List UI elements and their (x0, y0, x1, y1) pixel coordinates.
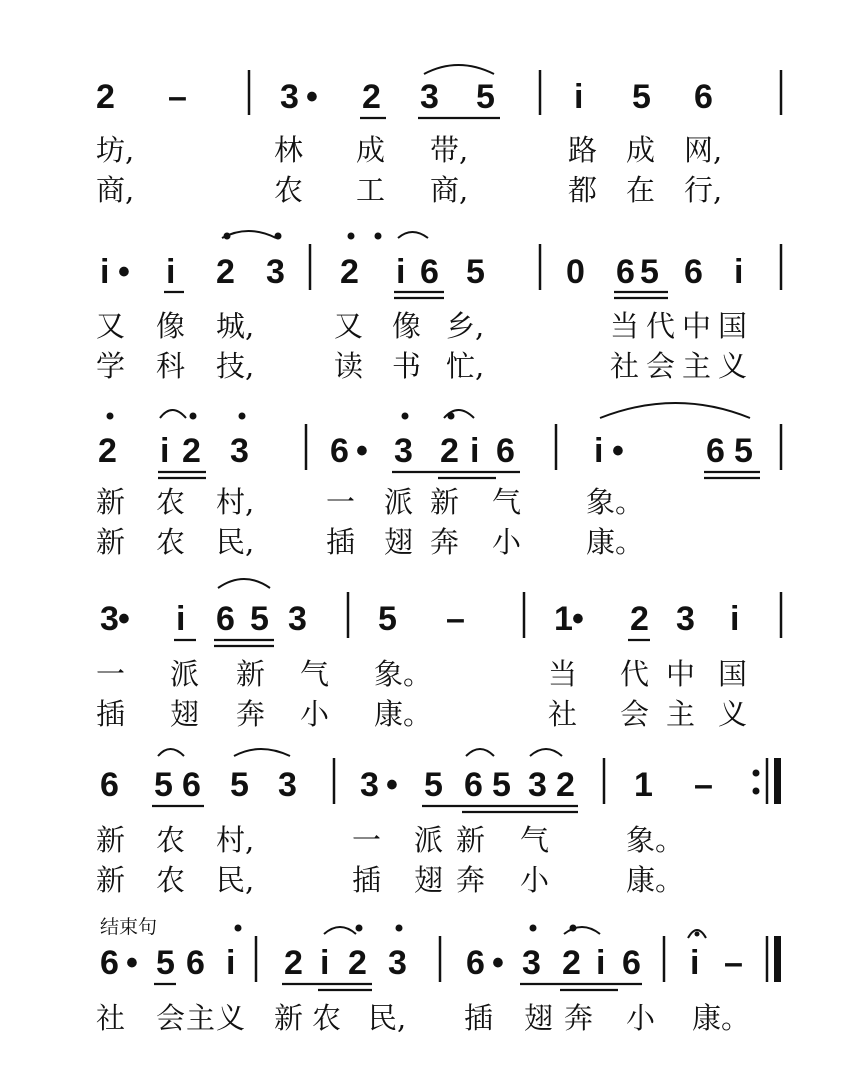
note: 5 (378, 600, 397, 638)
lyric: 新 (274, 1001, 304, 1035)
lyric: 会 (646, 349, 676, 383)
lyric: 路 (568, 133, 598, 167)
lyric: 新 (456, 823, 486, 857)
note: 2 (182, 432, 201, 470)
note: 6 (706, 432, 725, 470)
note: 6 (182, 766, 201, 804)
final-barline (767, 936, 781, 982)
octave-dot (107, 413, 114, 420)
lyric: 又 (334, 309, 364, 343)
lyric: 一 (326, 485, 356, 519)
lyric: 一 (352, 823, 382, 857)
lyric: 城, (216, 309, 255, 343)
lyric: 插 (326, 525, 356, 559)
note: i (100, 253, 110, 291)
lyric: 翅 (414, 863, 444, 897)
repeat-barline (753, 758, 782, 804)
note: 5 (632, 78, 651, 116)
note: 6 (330, 432, 349, 470)
dot: • (118, 253, 130, 291)
lyric: 小 (300, 697, 330, 731)
thick-barline (774, 936, 781, 982)
note: 6 (464, 766, 483, 804)
lyric: 会 (156, 1001, 186, 1035)
lyric: 成 (356, 133, 386, 167)
lyric: 派 (170, 657, 200, 691)
lyric: 学 (96, 349, 126, 383)
lyric: 乡, (446, 309, 485, 343)
note: 2 (340, 253, 359, 291)
lyric: 工 (356, 173, 386, 207)
note: 2 (440, 432, 459, 470)
lyric: 翅 (524, 1001, 554, 1035)
lyric: 义 (718, 349, 748, 383)
lyric: 插 (464, 1001, 494, 1035)
lyric: 都 (568, 173, 598, 207)
slur (466, 749, 494, 756)
lyric: 像 (156, 309, 186, 343)
lyric: 插 (352, 863, 382, 897)
note: 5 (156, 944, 175, 982)
slur (158, 749, 184, 756)
note: 1 (634, 766, 653, 804)
lyric: 像 (392, 309, 422, 343)
note: 3 (394, 432, 413, 470)
lyric: 派 (384, 485, 414, 519)
lyric: 带, (430, 133, 469, 167)
note: 6 (466, 944, 485, 982)
note: 6 (684, 253, 703, 291)
lyric: 农 (156, 525, 186, 559)
octave-dot (239, 413, 246, 420)
lyric: 当 (610, 309, 640, 343)
note: 2 (96, 78, 115, 116)
note: i (594, 432, 604, 470)
note: 3 (528, 766, 547, 804)
note: 3 (100, 600, 119, 638)
lyric: 书 (392, 349, 422, 383)
note: i (160, 432, 170, 470)
lyric: 主 (186, 1001, 216, 1035)
lyric: 当 (548, 657, 578, 691)
note: i (574, 78, 584, 116)
slur (564, 927, 600, 934)
note: 5 (476, 78, 495, 116)
lyric: 代 (620, 657, 650, 691)
note: 2 (630, 600, 649, 638)
lyric: 康。 (586, 525, 645, 559)
lyric: 奔 (430, 525, 460, 559)
note: 3 (360, 766, 379, 804)
lyric: 象。 (586, 485, 645, 519)
octave-dot (375, 233, 382, 240)
lyric: 会 (620, 697, 650, 731)
dot: • (492, 944, 504, 982)
octave-dot (402, 413, 409, 420)
lyric: 象。 (374, 657, 433, 691)
lyric: 康。 (626, 863, 685, 897)
note: i (470, 432, 480, 470)
note-dash: – (446, 600, 465, 638)
lyric: 民, (216, 525, 255, 559)
note: i (734, 253, 744, 291)
note: 3 (420, 78, 439, 116)
lyric: 气 (520, 823, 550, 857)
lyric: 农 (312, 1001, 342, 1035)
lyric: 奔 (456, 863, 486, 897)
lyric: 一 (96, 657, 126, 691)
lyric: 新 (96, 823, 126, 857)
note: 3 (388, 944, 407, 982)
dot: • (126, 944, 138, 982)
note: 0 (566, 253, 585, 291)
lyric: 村, (216, 485, 255, 519)
slur (324, 927, 356, 934)
lyric: 在 (626, 173, 656, 207)
slur (398, 232, 428, 238)
slur (530, 749, 562, 756)
slurs (158, 65, 750, 934)
lyric: 新 (96, 525, 126, 559)
lyric: 社 (548, 697, 578, 731)
lyric: 国 (718, 309, 748, 343)
note: 5 (734, 432, 753, 470)
repeat-dot (753, 770, 760, 777)
note-dash: – (168, 78, 187, 116)
lyric: 象。 (626, 823, 685, 857)
lyric: 翅 (170, 697, 200, 731)
lyric: 社 (96, 1001, 126, 1035)
note-dash: – (694, 766, 713, 804)
note: 2 (362, 78, 381, 116)
note: 3 (280, 78, 299, 116)
repeat-dot (753, 788, 760, 795)
lyric: 网, (684, 133, 723, 167)
lyric: 代 (646, 309, 676, 343)
thick-barline (774, 758, 781, 804)
note: 5 (230, 766, 249, 804)
lyric: 义 (216, 1001, 246, 1035)
note: 2 (98, 432, 117, 470)
lyric: 读 (334, 349, 364, 383)
lyric: 新 (96, 485, 126, 519)
lyric: 派 (414, 823, 444, 857)
lyric: 小 (492, 525, 522, 559)
note: 2 (562, 944, 581, 982)
lyric: 中 (682, 309, 712, 343)
lyric: 翅 (384, 525, 414, 559)
lyric: 康。 (692, 1001, 751, 1035)
note: i (596, 944, 606, 982)
lyric: 国 (718, 657, 748, 691)
octave-dot (190, 413, 197, 420)
note: 3 (676, 600, 695, 638)
dot: • (356, 432, 368, 470)
note: i (320, 944, 330, 982)
dot: • (118, 600, 130, 638)
lyric: 新 (430, 485, 460, 519)
lyric: 坊, (96, 133, 135, 167)
lyric: 康。 (374, 697, 433, 731)
note: 1 (554, 600, 573, 638)
lyric: 技, (216, 349, 255, 383)
lyric: 气 (492, 485, 522, 519)
note: i (166, 253, 176, 291)
note-dash: – (724, 944, 743, 982)
dot: • (572, 600, 584, 638)
fermata-dot (695, 932, 700, 937)
lyric: 气 (300, 657, 330, 691)
note: 2 (348, 944, 367, 982)
lyric: 商, (96, 173, 135, 207)
slur (218, 579, 270, 588)
slur (424, 65, 494, 74)
lyric: 义 (718, 697, 748, 731)
note: 2 (284, 944, 303, 982)
lyric: 农 (156, 823, 186, 857)
octave-dot (396, 925, 403, 932)
note: i (730, 600, 740, 638)
note: 5 (154, 766, 173, 804)
lyric: 小 (626, 1001, 656, 1035)
note: 6 (186, 944, 205, 982)
octave-dot (530, 925, 537, 932)
note: 6 (216, 600, 235, 638)
lyric: 新 (96, 863, 126, 897)
lyric: 小 (520, 863, 550, 897)
dot: • (386, 766, 398, 804)
lyric: 行, (684, 173, 723, 207)
note: 5 (492, 766, 511, 804)
note: 6 (420, 253, 439, 291)
lyric: 农 (156, 863, 186, 897)
lyric: 农 (156, 485, 186, 519)
note: 5 (640, 253, 659, 291)
note: 6 (622, 944, 641, 982)
octave-dot (348, 233, 355, 240)
octave-dots (107, 233, 577, 932)
note: 3 (266, 253, 285, 291)
lyric: 农 (274, 173, 304, 207)
note: i (226, 944, 236, 982)
lyric: 主 (682, 349, 712, 383)
barlines (249, 70, 781, 982)
note: i (690, 944, 700, 982)
note: 5 (466, 253, 485, 291)
note: 6 (694, 78, 713, 116)
note: 3 (278, 766, 297, 804)
slur (160, 410, 186, 418)
lyric: 中 (666, 657, 696, 691)
note: 3 (230, 432, 249, 470)
lyric: 又 (96, 309, 126, 343)
slur (600, 403, 750, 418)
note: 6 (496, 432, 515, 470)
lyric: 奔 (236, 697, 266, 731)
lyric: 社 (610, 349, 640, 383)
dot: • (306, 78, 318, 116)
lyric: 奔 (564, 1001, 594, 1035)
lyric: 民, (368, 1001, 407, 1035)
lyric: 插 (96, 697, 126, 731)
note: i (176, 600, 186, 638)
note: 6 (616, 253, 635, 291)
lyric: 民, (216, 863, 255, 897)
lyric: 成 (626, 133, 656, 167)
note: 6 (100, 766, 119, 804)
beams (152, 118, 760, 990)
dot: • (612, 432, 624, 470)
octave-dot (356, 925, 363, 932)
lyric: 忙, (446, 349, 485, 383)
lyric: 村, (216, 823, 255, 857)
note: 3 (522, 944, 541, 982)
lyric: 主 (666, 697, 696, 731)
note: 2 (216, 253, 235, 291)
lyric: 新 (236, 657, 266, 691)
octave-dot (235, 925, 242, 932)
note: 2 (556, 766, 575, 804)
lyric: 科 (156, 349, 186, 383)
lyric: 商, (430, 173, 469, 207)
lyric: 林 (274, 133, 304, 167)
note: i (396, 253, 406, 291)
note: 5 (250, 600, 269, 638)
note: 6 (100, 944, 119, 982)
ending-label: 结束句 (100, 916, 158, 938)
note: 5 (424, 766, 443, 804)
slur (234, 749, 290, 756)
fermata (688, 930, 706, 938)
note: 3 (288, 600, 307, 638)
